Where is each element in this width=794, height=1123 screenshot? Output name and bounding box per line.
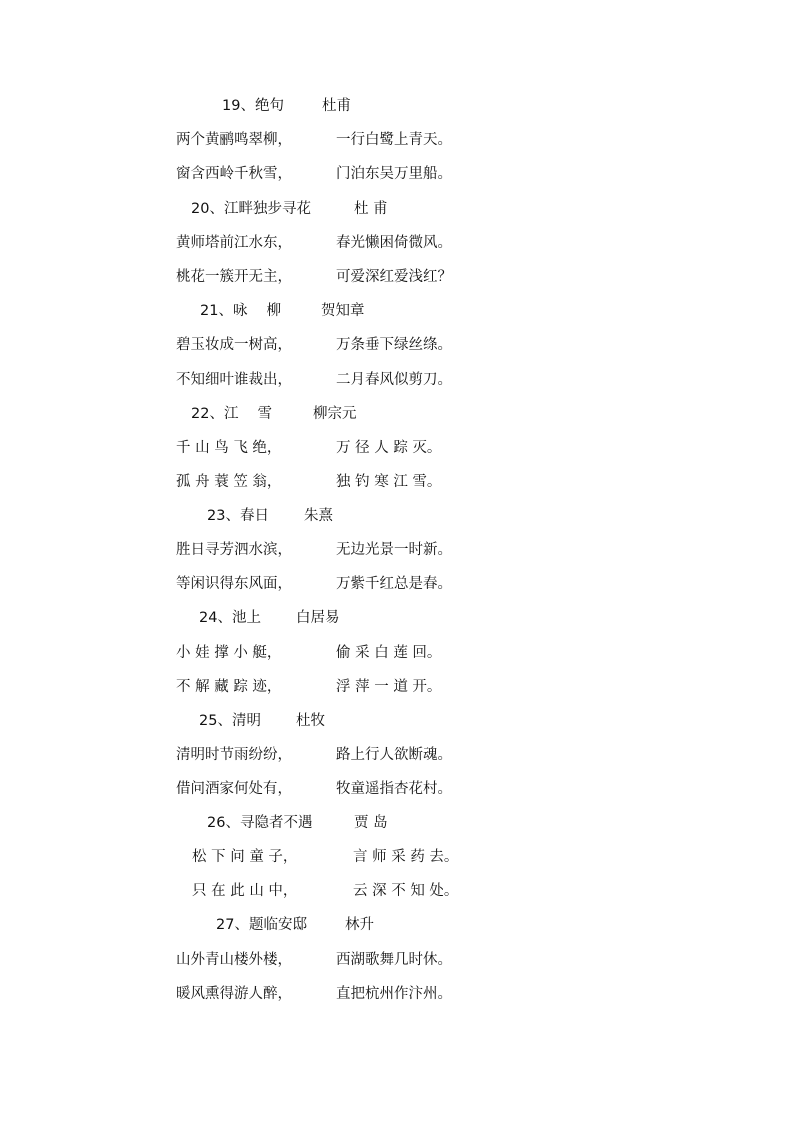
- verse-first-half: 两个黄鹂鸣翠柳，: [176, 132, 292, 148]
- verse-first-half: 等闲识得东风面，: [176, 576, 292, 592]
- verse-first-half: 暖风熏得游人醉，: [176, 986, 292, 1002]
- verse-second-half: 言 师 采 药 去。: [353, 849, 459, 865]
- poem-author: 贺知章: [321, 303, 365, 319]
- verse-first-half: 不知细叶谁裁出，: [176, 372, 292, 388]
- verse-second-half: 云 深 不 知 处。: [353, 883, 459, 899]
- verse-first-half: 千 山 鸟 飞 绝，: [176, 440, 282, 456]
- verse-second-half: 偷 采 白 莲 回。: [336, 645, 442, 661]
- verse-first-half: 借问酒家何处有，: [176, 781, 292, 797]
- verse-first-half: 不 解 藏 踪 迹，: [176, 679, 282, 695]
- verse-first-half: 孤 舟 蓑 笠 翁，: [176, 474, 282, 490]
- poem-author: 朱熹: [304, 508, 333, 524]
- poem-author: 柳宗元: [313, 406, 357, 422]
- verse-second-half: 二月春风似剪刀。: [336, 372, 452, 388]
- poem-author: 杜甫: [322, 98, 351, 114]
- verse-second-half: 春光懒困倚微风。: [336, 235, 452, 251]
- verse-first-half: 小 娃 撑 小 艇，: [176, 645, 282, 661]
- poem-title: 20、江畔独步寻花: [191, 201, 311, 217]
- verse-first-half: 窗含西岭千秋雪，: [176, 166, 292, 182]
- poem-title: 26、寻隐者不遇: [207, 815, 313, 831]
- poem-author: 贾 岛: [354, 815, 388, 831]
- verse-second-half: 浮 萍 一 道 开。: [336, 679, 442, 695]
- verse-second-half: 西湖歌舞几时休。: [336, 952, 452, 968]
- verse-second-half: 万 径 人 踪 灭。: [336, 440, 442, 456]
- verse-second-half: 路上行人欲断魂。: [336, 747, 452, 763]
- poem-title: 21、咏 柳: [200, 303, 282, 319]
- verse-first-half: 清明时节雨纷纷，: [176, 747, 292, 763]
- verse-first-half: 山外青山楼外楼，: [176, 952, 292, 968]
- verse-second-half: 无边光景一时新。: [336, 542, 452, 558]
- poem-title: 24、池上: [199, 610, 261, 626]
- poem-author: 杜牧: [296, 713, 325, 729]
- poem-title: 27、题临安邸: [216, 917, 307, 933]
- poem-author: 林升: [345, 917, 374, 933]
- poem-title: 23、春日: [207, 508, 269, 524]
- poem-title: 19、绝句: [222, 98, 284, 114]
- verse-first-half: 松 下 问 童 子，: [192, 849, 298, 865]
- verse-second-half: 万紫千红总是春。: [336, 576, 452, 592]
- verse-first-half: 黄师塔前江水东，: [176, 235, 292, 251]
- poem-author: 杜 甫: [354, 201, 388, 217]
- poem-author: 白居易: [296, 610, 340, 626]
- verse-second-half: 一行白鹭上青天。: [336, 132, 452, 148]
- verse-first-half: 只 在 此 山 中，: [192, 883, 298, 899]
- verse-second-half: 直把杭州作汴州。: [336, 986, 452, 1002]
- verse-first-half: 碧玉妆成一树高，: [176, 337, 292, 353]
- verse-second-half: 可爱深红爱浅红？: [336, 269, 452, 285]
- verse-second-half: 独 钓 寒 江 雪。: [336, 474, 442, 490]
- verse-first-half: 桃花一簇开无主，: [176, 269, 292, 285]
- verse-second-half: 牧童遥指杏花村。: [336, 781, 452, 797]
- verse-second-half: 门泊东吴万里船。: [336, 166, 452, 182]
- verse-first-half: 胜日寻芳泗水滨，: [176, 542, 292, 558]
- poem-title: 22、江 雪: [191, 406, 273, 422]
- verse-second-half: 万条垂下绿丝绦。: [336, 337, 452, 353]
- poem-title: 25、清明: [199, 713, 261, 729]
